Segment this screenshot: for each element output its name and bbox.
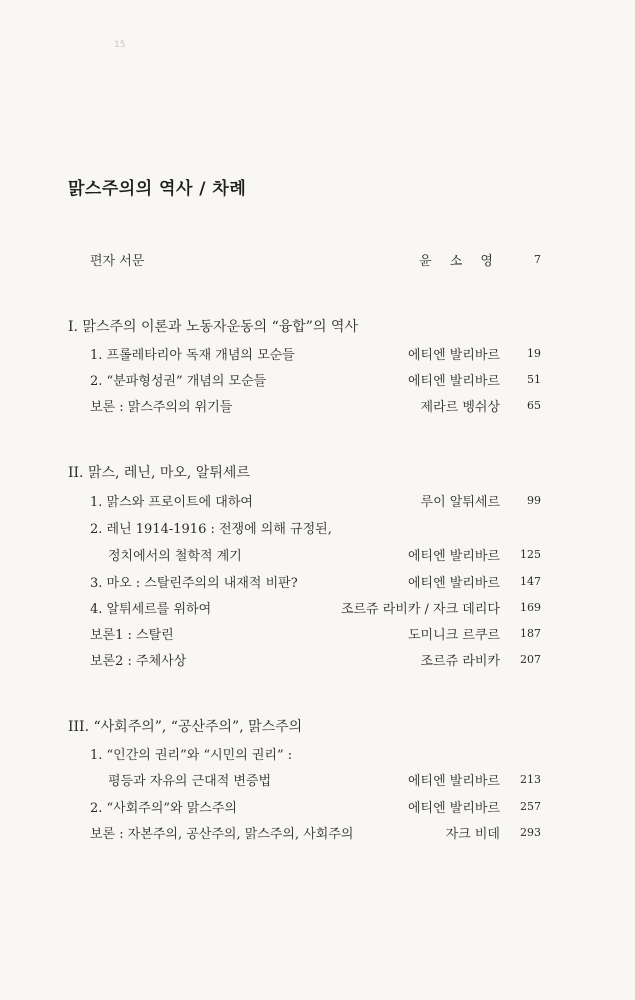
corner-mark: 15	[114, 40, 126, 50]
toc-entry	[0, 624, 635, 646]
entry-title: 1. 프롤레타리아 독재 개념의 모순들	[90, 348, 295, 363]
page-title: 맑스주의의 역사 / 차례	[68, 179, 247, 199]
entry-author: 자크 비데	[445, 827, 500, 842]
toc-entry	[0, 545, 635, 567]
toc-entry	[0, 823, 635, 845]
entry-author: 에티엔 발리바르	[407, 801, 500, 816]
toc-entry	[0, 572, 635, 594]
entry-title: 2. “분파형성권” 개념의 모순들	[90, 374, 267, 389]
part-title: III. “사회주의”, “공산주의”, 맑스주의	[68, 719, 303, 735]
entry-title: 보론 : 자본주의, 공산주의, 맑스주의, 사회주의	[90, 827, 354, 842]
entry-author: 에티엔 발리바르	[407, 348, 500, 363]
toc-entry	[0, 744, 635, 766]
entry-author: 조르쥬 라비카	[420, 654, 500, 669]
part-title: I. 맑스주의 이론과 노동자운동의 “융합”의 역사	[68, 319, 358, 335]
entry-title: 2. “사회주의”와 맑스주의	[90, 801, 237, 816]
entry-title: 편자 서문	[90, 254, 145, 269]
entry-page: 19	[527, 347, 541, 360]
toc-entry	[0, 797, 635, 819]
part-title: II. 맑스, 레닌, 마오, 알튀세르	[68, 465, 250, 481]
entry-page: 51	[527, 373, 541, 386]
entry-page: 169	[520, 601, 541, 614]
entry-page: 213	[520, 773, 541, 786]
part-heading-1	[0, 316, 635, 338]
toc-entry-preface	[0, 250, 635, 272]
toc-entry	[0, 370, 635, 392]
toc-entry	[0, 770, 635, 792]
part-heading-2	[0, 462, 635, 484]
entry-page: 293	[520, 826, 541, 839]
toc-entry	[0, 491, 635, 513]
entry-title: 평등과 자유의 근대적 변증법	[108, 774, 272, 789]
toc-entry	[0, 650, 635, 672]
entry-page: 125	[520, 548, 541, 561]
entry-title: 2. 레닌 1914-1916 : 전쟁에 의해 규정된,	[90, 522, 332, 537]
part-heading-3	[0, 716, 635, 738]
entry-title: 보론2 : 주체사상	[90, 654, 187, 669]
entry-author: 조르쥬 라비카 / 자크 데리다	[340, 602, 500, 617]
toc-entry	[0, 598, 635, 620]
toc-entry	[0, 518, 635, 540]
entry-author: 에티엔 발리바르	[407, 549, 500, 564]
entry-page: 257	[520, 800, 541, 813]
entry-title: 4. 알튀세르를 위하여	[90, 602, 212, 617]
entry-author: 제라르 벵쉬상	[420, 400, 500, 415]
entry-title: 1. 맑스와 프로이트에 대하여	[90, 495, 253, 510]
toc-entry	[0, 344, 635, 366]
entry-title: 보론1 : 스탈린	[90, 628, 174, 643]
entry-page: 7	[534, 253, 541, 266]
entry-page: 207	[520, 653, 541, 666]
entry-page: 147	[520, 575, 541, 588]
toc-entry	[0, 396, 635, 418]
entry-author: 에티엔 발리바르	[407, 774, 500, 789]
entry-title: 3. 마오 : 스탈린주의의 내재적 비판?	[90, 576, 298, 591]
entry-author: 윤 소 영	[419, 254, 500, 269]
entry-page: 65	[527, 399, 541, 412]
entry-title: 정치에서의 철학적 계기	[108, 549, 242, 564]
entry-page: 99	[527, 494, 541, 507]
entry-author: 루이 알튀세르	[420, 495, 500, 510]
entry-author: 에티엔 발리바르	[407, 576, 500, 591]
entry-page: 187	[520, 627, 541, 640]
entry-author: 도미니크 르쿠르	[407, 628, 500, 643]
entry-author: 에티엔 발리바르	[407, 374, 500, 389]
entry-title: 보론 : 맑스주의의 위기들	[90, 400, 233, 415]
entry-title: 1. “인간의 권리”와 “시민의 권리” :	[90, 748, 293, 763]
